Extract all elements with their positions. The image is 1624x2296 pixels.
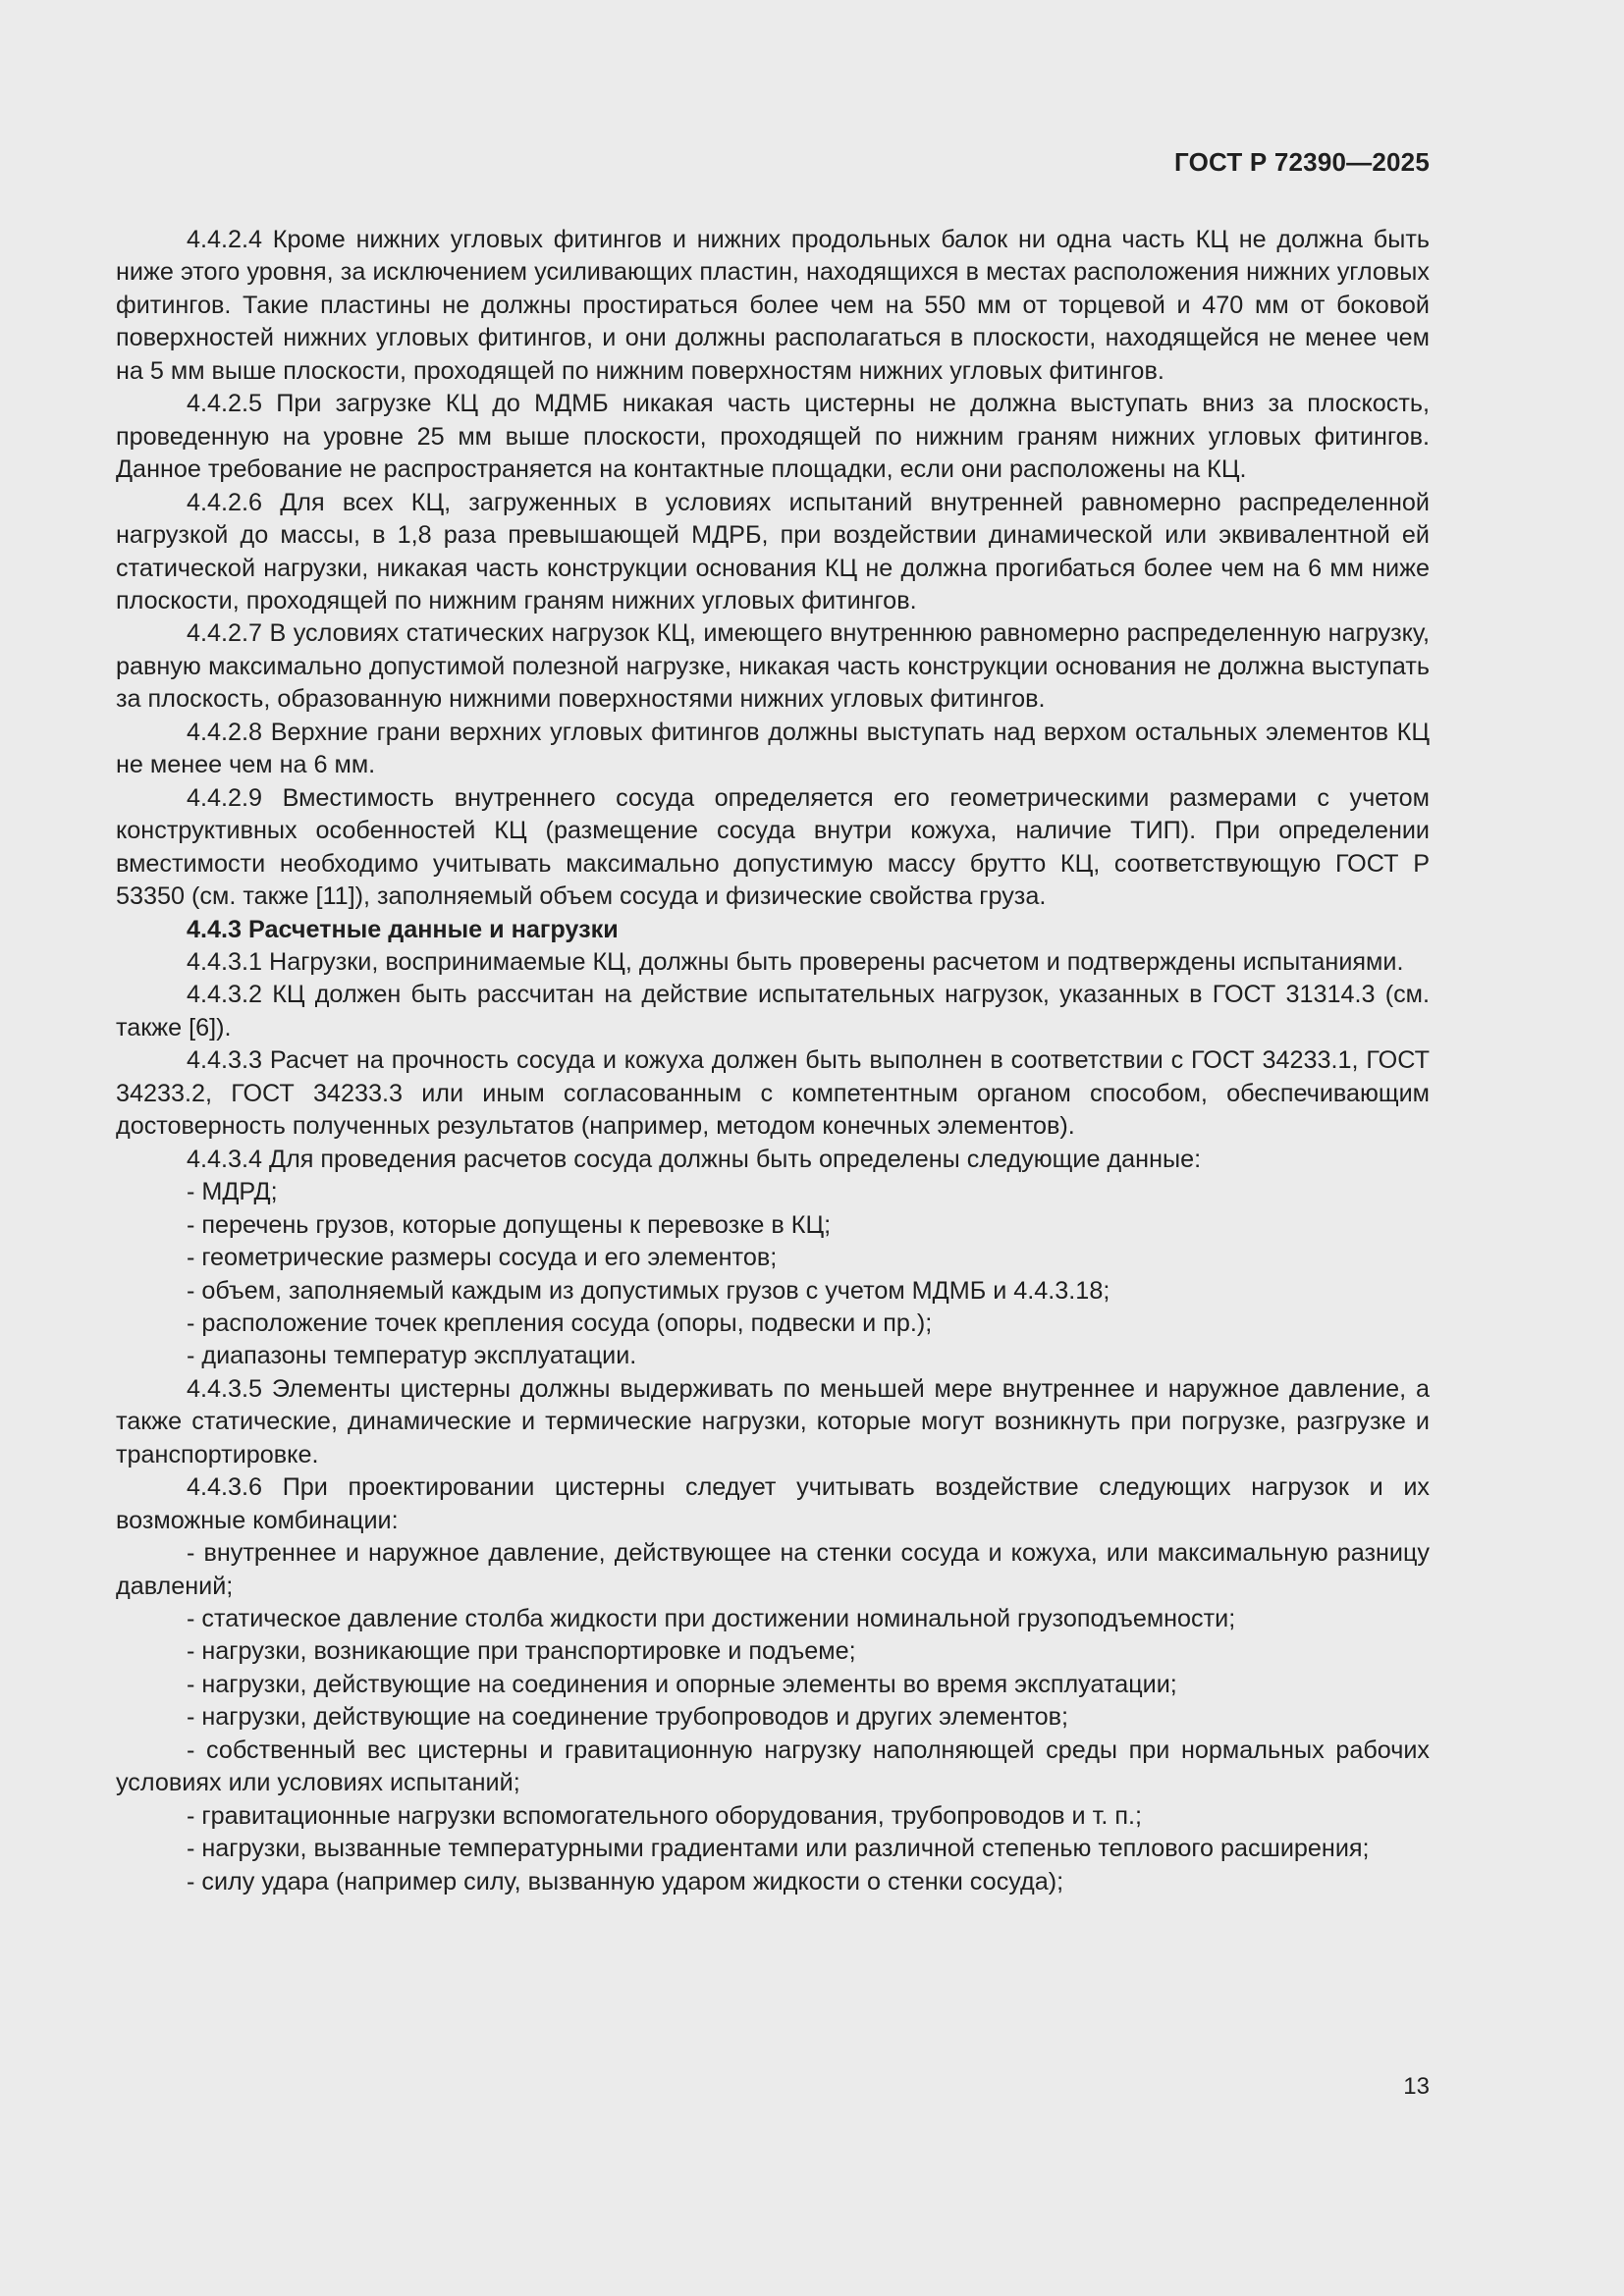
paragraph-4-4-2-4: 4.4.2.4 Кроме нижних угловых фитингов и нижних продольных балок ни одна часть КЦ не должна быть ниже этого уровня, за исключением усиливающих пластин, находящихся в местах расположения нижних угловых фитингов. Такие пластины не должны простираться более чем на 550 мм от торцевой и 470 мм от боковой поверхностей нижних угловых фитингов, и они должны располагаться в плоскости, находящейся не менее чем на 5 мм выше плоскости, проходящей по нижним поверхностям нижних угловых фитингов. bbox=[116, 226, 1430, 385]
page-number: 13 bbox=[1403, 2073, 1430, 2100]
list-item: - нагрузки, действующие на соединения и опорные элементы во время эксплуатации; bbox=[187, 1670, 1177, 1698]
section-heading-4-4-3: 4.4.3 Расчетные данные и нагрузки bbox=[187, 915, 619, 943]
list-item: - расположение точек крепления сосуда (опоры, подвески и пр.); bbox=[187, 1308, 933, 1337]
paragraph-4-4-3-2: 4.4.3.2 КЦ должен быть рассчитан на действие испытательных нагрузок, указанных в ГОСТ 31314.3 (см. также [6]). bbox=[116, 981, 1430, 1041]
paragraph-4-4-2-8: 4.4.2.8 Верхние грани верхних угловых фитингов должны выступать над верхом остальных элементов КЦ не менее чем на 6 мм. bbox=[116, 718, 1430, 779]
list-item: - перечень грузов, которые допущены к перевозке в КЦ; bbox=[187, 1210, 832, 1239]
paragraph-4-4-3-6: 4.4.3.6 При проектировании цистерны следует учитывать воздействие следующих нагрузок и их возможные комбинации: bbox=[116, 1473, 1430, 1534]
list-item: - статическое давление столба жидкости при достижении номинальной грузоподъемности; bbox=[187, 1605, 1236, 1633]
list-item: - внутреннее и наружное давление, действующее на стенки сосуда и кожуха, или максимальную разницу давлений; bbox=[116, 1539, 1430, 1600]
paragraph-4-4-2-7: 4.4.2.7 В условиях статических нагрузок КЦ, имеющего внутреннюю равномерно распределенную нагрузку, равную максимально допустимой полезной нагрузке, никакая часть конструкции основания не должна выступать за плоскость, образованную нижними поверхностями нижних угловых фитингов. bbox=[116, 619, 1430, 714]
paragraph-4-4-2-6: 4.4.2.6 Для всех КЦ, загруженных в условиях испытаний внутренней равномерно распределенной нагрузкой до массы, в 1,8 раза превышающей МДРБ, при воздействии динамической или эквивалентной ей статической нагрузки, никакая часть конструкции основания КЦ не должна прогибаться более чем на 6 мм ниже плоскости, проходящей по нижним граням нижних угловых фитингов. bbox=[116, 488, 1430, 614]
paragraph-4-4-2-9: 4.4.2.9 Вместимость внутреннего сосуда определяется его геометрическими размерами с учетом конструктивных особенностей КЦ (размещение сосуда внутри кожуха, наличие ТИП). При определении вместимости необходимо учитывать максимально допустимую массу брутто КЦ, соответствующую ГОСТ Р 53350 (см. также [11]), заполняемый объем сосуда и физические свойства груза. bbox=[116, 783, 1430, 911]
list-item: - собственный вес цистерны и гравитационную нагрузку наполняющей среды при нормальных рабочих условиях или условиях испытаний; bbox=[116, 1735, 1430, 1797]
list-item: - гравитационные нагрузки вспомогательного оборудования, трубопроводов и т. п.; bbox=[187, 1801, 1142, 1830]
list-item: - геометрические размеры сосуда и его элементов; bbox=[187, 1244, 778, 1272]
paragraph-4-4-3-1: 4.4.3.1 Нагрузки, воспринимаемые КЦ, должны быть проверены расчетом и подтверждены испытаниями. bbox=[187, 947, 1404, 976]
list-item: - объем, заполняемый каждым из допустимых грузов с учетом МДМБ и 4.4.3.18; bbox=[187, 1276, 1110, 1305]
document-body bbox=[116, 224, 1430, 1898]
document-header: ГОСТ Р 72390—2025 bbox=[1174, 147, 1430, 177]
paragraph-4-4-3-4: 4.4.3.4 Для проведения расчетов сосуда должны быть определены следующие данные: bbox=[187, 1145, 1202, 1173]
list-item: - МДРД; bbox=[187, 1178, 278, 1206]
paragraph-4-4-3-5: 4.4.3.5 Элементы цистерны должны выдерживать по меньшей мере внутреннее и наружное давление, а также статические, динамические и термические нагрузки, которые могут возникнуть при погрузке, разгрузке и транспортировке. bbox=[116, 1374, 1430, 1468]
paragraph-4-4-3-3: 4.4.3.3 Расчет на прочность сосуда и кожуха должен быть выполнен в соответствии с ГОСТ 34233.1, ГОСТ 34233.2, ГОСТ 34233.3 или иным согласованным с компетентным органом способом, обеспечивающим достоверность полученных результатов (например, методом конечных элементов). bbox=[116, 1046, 1430, 1141]
paragraph-4-4-2-5: 4.4.2.5 При загрузке КЦ до МДМБ никакая часть цистерны не должна выступать вниз за плоскость, проведенную на уровне 25 мм выше плоскости, проходящей по нижним граням нижних угловых фитингов. Данное требование не распространяется на контактные площадки, если они расположены на КЦ. bbox=[116, 390, 1430, 484]
list-item: - нагрузки, вызванные температурными градиентами или различной степенью теплового расширения; bbox=[187, 1835, 1370, 1863]
list-item: - диапазоны температур эксплуатации. bbox=[187, 1342, 637, 1370]
list-item: - силу удара (например силу, вызванную ударом жидкости о стенки сосуда); bbox=[187, 1867, 1064, 1896]
list-item: - нагрузки, действующие на соединение трубопроводов и других элементов; bbox=[187, 1703, 1069, 1732]
list-item: - нагрузки, возникающие при транспортировке и подъеме; bbox=[187, 1637, 856, 1666]
